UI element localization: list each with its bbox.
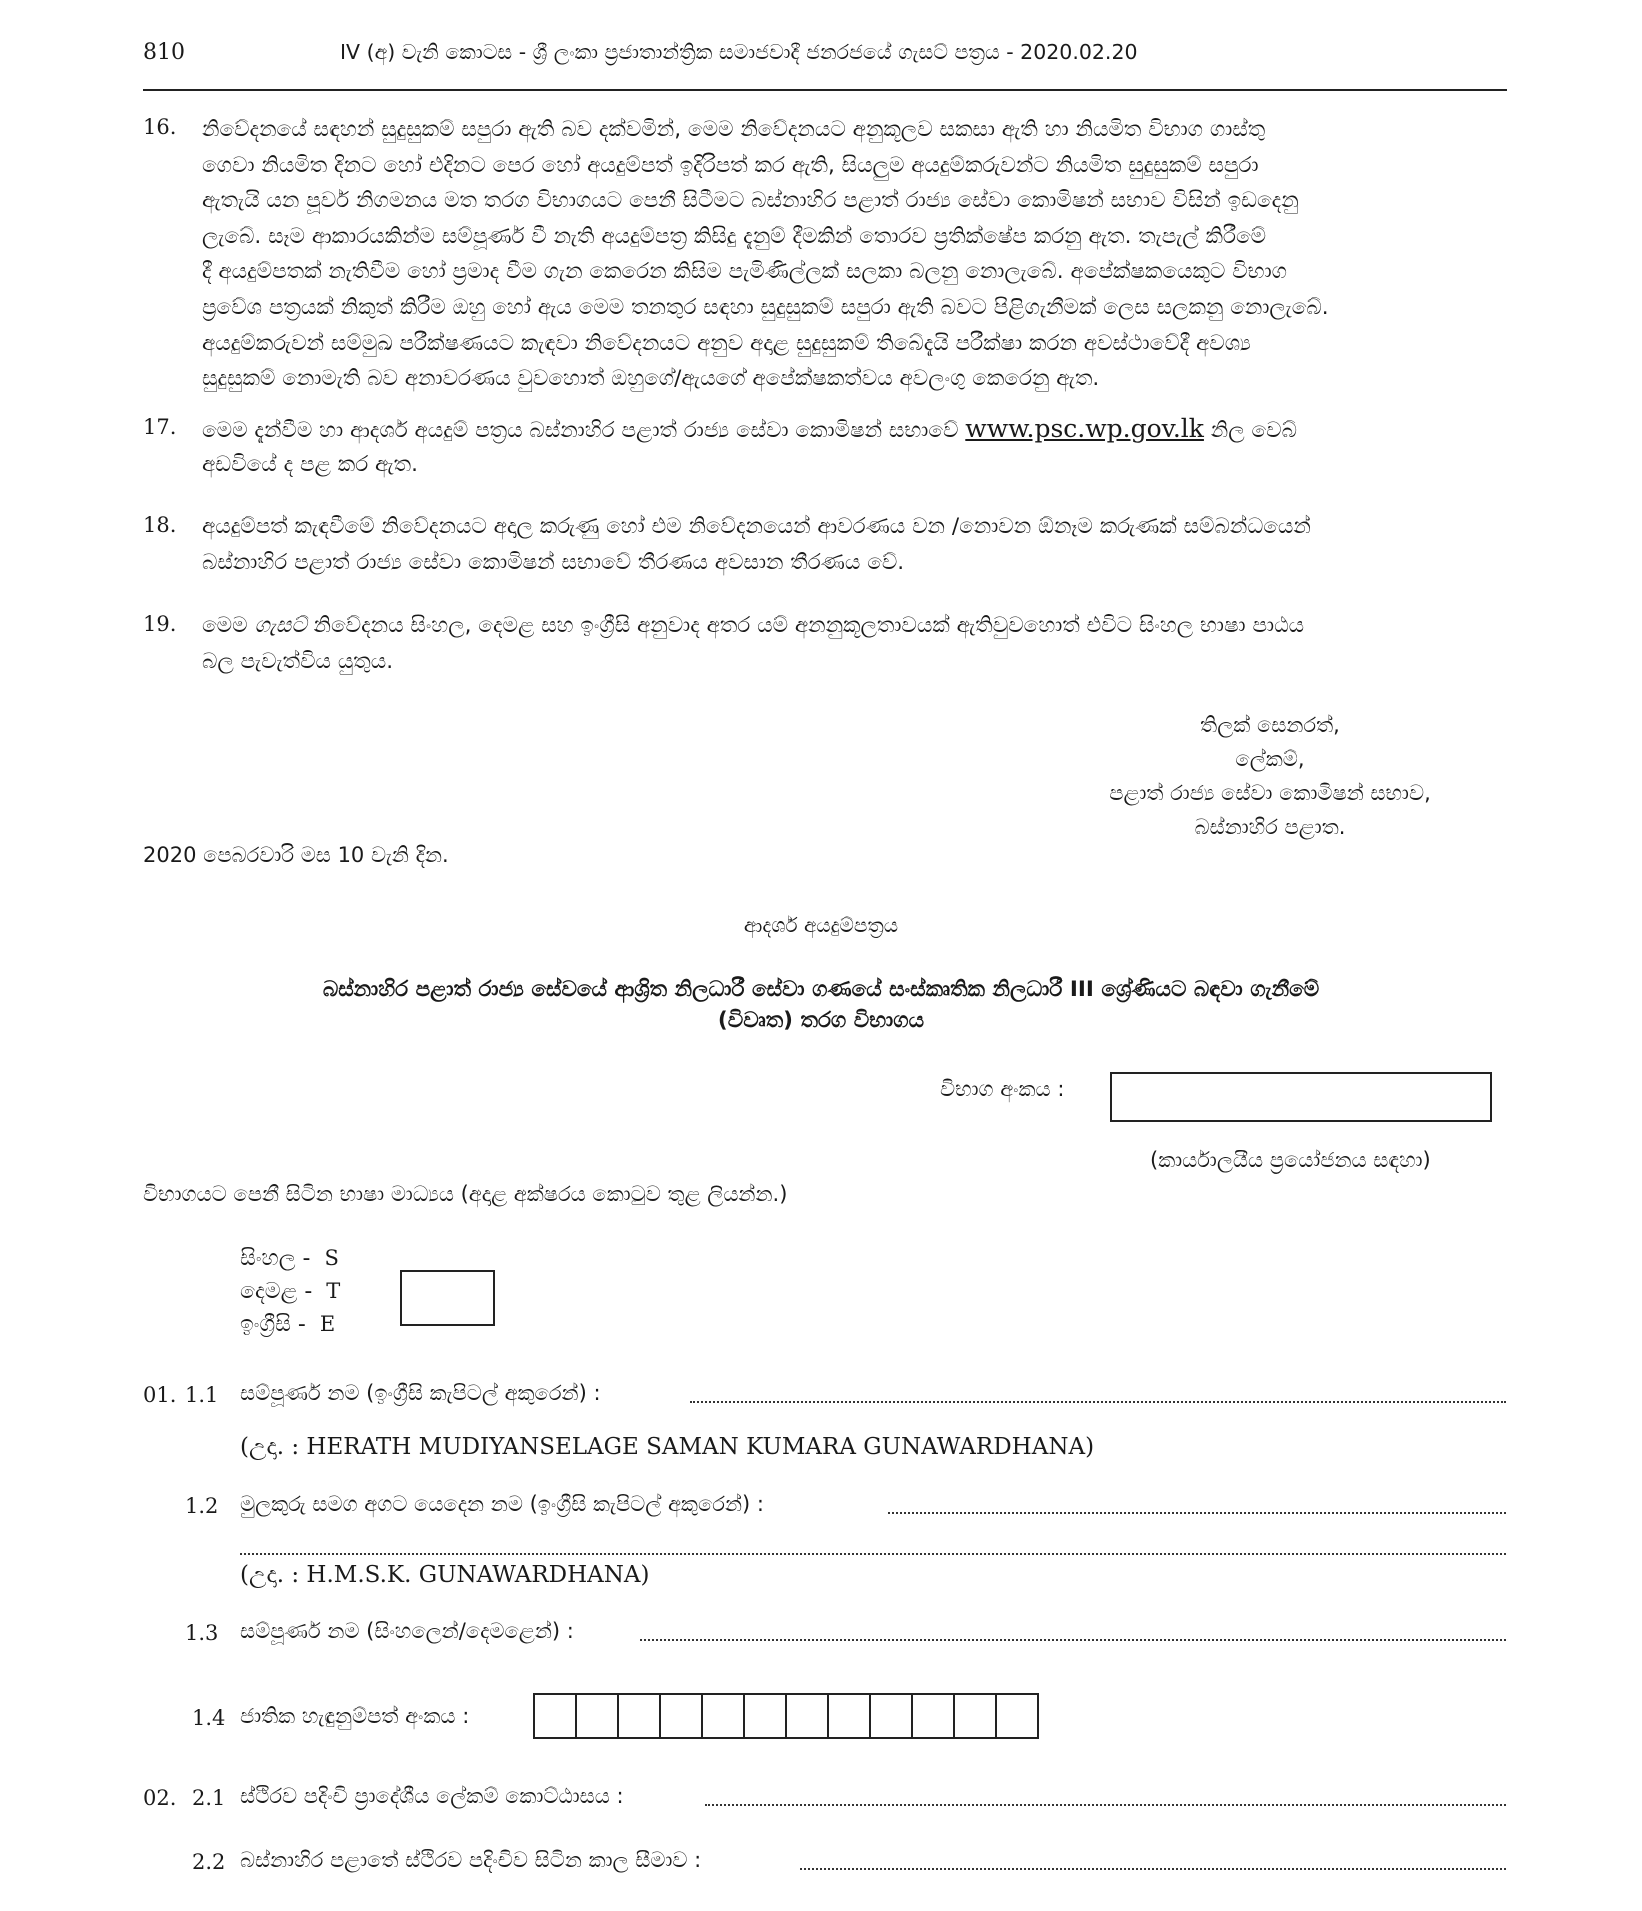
psc-website-link[interactable]: www.psc.wp.gov.lk bbox=[965, 414, 1204, 443]
residence-period-field[interactable] bbox=[800, 1868, 1506, 1870]
medium-instruction: විභාගයට පෙනී සිටින භාෂා මාධ්‍යය (අදාළ අක්ෂරය කොටුව තුළ ලියන්න.) bbox=[143, 1182, 788, 1206]
signatory-province: බස්නාහිර පළාත. bbox=[1194, 815, 1346, 839]
nic-digit-box[interactable] bbox=[997, 1695, 1037, 1737]
date-line: 2020 පෙබරවාරි මස 10 වැනි දින. bbox=[143, 843, 449, 867]
divisional-secretariat-field[interactable] bbox=[705, 1804, 1506, 1806]
nic-number-boxes[interactable] bbox=[533, 1693, 1039, 1739]
signatory-name: තිලක් සෙනරත්, bbox=[1200, 713, 1340, 737]
language-code: E bbox=[319, 1312, 336, 1336]
paragraph-text: නිවේදනය සිංහල, දෙමළ සහ ඉංග්‍රීසි අනුවාද අතර යම් අනනුකූලතාවයක් ඇතිවුවහොත් එවිට සිංහල භාෂා පාඨය bbox=[306, 613, 1305, 638]
paragraph-16 bbox=[202, 112, 1508, 397]
gazette-word: ගැසට් bbox=[254, 613, 307, 638]
signature-block bbox=[1060, 708, 1480, 844]
form-heading: ආදර්ශ අයදුම්පත්‍රය bbox=[743, 913, 899, 937]
full-name-sinhala-field[interactable] bbox=[640, 1639, 1506, 1641]
medium-box[interactable] bbox=[400, 1270, 495, 1326]
running-title: IV (අ) වැනි කොටස - ශ්‍රී ලංකා ප්‍රජාතාන්ත්‍රික සමාජවාදී ජනරජයේ ගැසට් පත්‍රය - 2020.02.20 bbox=[340, 40, 1138, 64]
name-with-initials-example: (උදා. : H.M.S.K. GUNAWARDHANA) bbox=[240, 1562, 650, 1588]
nic-digit-box[interactable] bbox=[619, 1695, 661, 1737]
paragraph-text: නිල වෙබ් bbox=[1210, 418, 1297, 443]
full-name-sinhala-label: සම්පූර්ණ නම (සිංහලෙන්/දෙමළෙන්) : bbox=[240, 1619, 574, 1643]
paragraph-text: මෙම bbox=[202, 613, 255, 638]
language-code: S bbox=[324, 1246, 339, 1270]
form-title-line2: (විවෘත) තරග විභාගය bbox=[717, 1008, 925, 1033]
question-number: 2.2 bbox=[192, 1850, 226, 1874]
signatory-title: ලේකම්, bbox=[1235, 747, 1305, 771]
paragraph-number: 16. bbox=[143, 115, 177, 139]
question-number: 1.3 bbox=[185, 1621, 219, 1645]
nic-digit-box[interactable] bbox=[703, 1695, 745, 1737]
name-with-initials-field-line2[interactable] bbox=[240, 1553, 1506, 1555]
language-code: T bbox=[326, 1279, 341, 1303]
paragraph-line: නිවේදනයේ සඳහන් සුදුසුකම් සපුරා ඇති බව දක්වමින්, මෙම නිවේදනයට අනුකූලව සකසා ඇති හා නියමිත විභාග ගාස්තු bbox=[202, 117, 1266, 142]
section-number: 02. bbox=[143, 1786, 177, 1810]
paragraph-number: 19. bbox=[143, 612, 177, 636]
name-with-initials-label: මුලකුරු සමග අගට යෙදෙන නම (ඉංග්‍රීසි කැපිටල් අකුරෙන්) : bbox=[240, 1492, 764, 1516]
office-use-note: (කාර්යාලයීය ප්‍රයෝජනය සඳහා) bbox=[1150, 1148, 1431, 1172]
question-number: 2.1 bbox=[192, 1786, 226, 1810]
nic-digit-box[interactable] bbox=[787, 1695, 829, 1737]
language-name: ඉංග්‍රීසි - bbox=[240, 1312, 306, 1337]
question-number: 1.2 bbox=[185, 1494, 219, 1518]
paragraph-line: අයදුම්පත් කැඳවීමේ නිවේදනයට අදාල කරුණු හෝ එම නිවේදනයෙන් ආවරණය වන /නොවන ඕනෑම කරුණක් සම්බන්ධයෙන් bbox=[202, 514, 1311, 539]
language-name: සිංහල - bbox=[240, 1246, 311, 1271]
nic-digit-box[interactable] bbox=[871, 1695, 913, 1737]
form-title-line1: බස්නාහිර පළාත් රාජ්‍ය සේවයේ ආශ්‍රිත නිලධාරී සේවා ගණයේ සංස්කෘතික නිලධාරී III ශ්‍රේණියට බඳවා ගැනීමේ bbox=[322, 977, 1320, 1002]
full-name-english-label: සම්පූර්ණ නම (ඉංග්‍රීසි කැපිටල් අකුරෙන්) : bbox=[240, 1381, 601, 1405]
paragraph-line: බස්නාහිර පළාත් රාජ්‍ය සේවා කොමිෂන් සභාවේ තීරණය අවසාන තීරණය වේ. bbox=[202, 549, 905, 575]
question-number: 1.4 bbox=[192, 1706, 226, 1730]
paragraph-18 bbox=[202, 509, 1508, 580]
paragraph-line: ගෙවා නියමිත දිනට හෝ එදිනට පෙර හෝ අයදුම්පත් ඉදිරිපත් කර ඇති, සියලුම අයදුම්කරුවන්ට නියමිත සුදුසුකම් සපුරා bbox=[202, 152, 1259, 178]
paragraph-number: 17. bbox=[143, 415, 177, 439]
paragraph-text: මෙම දැන්වීම හා ආදර්ශ අයදුම් පත්‍රය බස්නාහිර පළාත් රාජ්‍ය සේවා කොමිෂන් සභාවේ bbox=[202, 418, 959, 443]
residence-period-label: බස්නාහිර පළාතේ ස්ථිරව පදිංචිව සිටින කාල සීමාව : bbox=[240, 1848, 702, 1872]
nic-digit-box[interactable] bbox=[955, 1695, 997, 1737]
paragraph-line: අයදුම්කරුවන් සම්මුඛ පරීක්ෂණයට කැඳවා නිවේදනයට අනුව අදාළ සුදුසුකම් තිබේදැයි පරීක්ෂා කරන අවස්ථාවේදී අවශ්‍ය bbox=[202, 330, 1251, 356]
language-name: දෙමළ - bbox=[240, 1279, 313, 1304]
nic-digit-box[interactable] bbox=[661, 1695, 703, 1737]
signatory-org: පළාත් රාජ්‍ය සේවා කොමිෂන් සභාව, bbox=[1109, 781, 1431, 805]
name-with-initials-field[interactable] bbox=[888, 1512, 1506, 1514]
full-name-example: (උදා. : HERATH MUDIYANSELAGE SAMAN KUMARA GUNAWARDHANA) bbox=[240, 1434, 1095, 1460]
question-number: 1.1 bbox=[185, 1383, 219, 1407]
paragraph-line: බල පැවැත්විය යුතුය. bbox=[202, 648, 394, 674]
paragraph-line: ඇතැයි යන පූර්ව නිගමනය මත තරග විභාගයට පෙනී සිටීමට බස්නාහිර පළාත් රාජ්‍ය සේවා කොමිෂන් සභාව විසින් ඉඩදෙනු bbox=[202, 188, 1299, 214]
paragraph-number: 18. bbox=[143, 513, 177, 537]
paragraph-19 bbox=[202, 608, 1508, 679]
nic-digit-box[interactable] bbox=[535, 1695, 577, 1737]
exam-number-label: විභාග අංකය : bbox=[940, 1077, 1065, 1101]
nic-digit-box[interactable] bbox=[745, 1695, 787, 1737]
paragraph-17 bbox=[202, 411, 1508, 482]
nic-label: ජාතික හැඳුනුම්පත් අංකය : bbox=[240, 1704, 470, 1728]
language-list bbox=[240, 1242, 340, 1341]
paragraph-line: ප්‍රවේශ පත්‍රයක් නිකුත් කිරීම ඔහු හෝ ඇය මෙම තනතුර සඳහා සුදුසුකම් සපුරා ඇති බවට පිළිගැනීමක් ලෙස සලකනු නොලැබේ. bbox=[202, 294, 1329, 320]
nic-digit-box[interactable] bbox=[913, 1695, 955, 1737]
header-rule bbox=[143, 89, 1507, 91]
exam-number-box[interactable] bbox=[1110, 1072, 1492, 1122]
paragraph-line: අඩවියේ ද පළ කර ඇත. bbox=[202, 451, 418, 477]
divisional-secretariat-label: ස්ථිරව පදිංචි ප්‍රාදේශීය ලේකම් කොට්ඨාසය : bbox=[240, 1784, 624, 1808]
page-number: 810 bbox=[143, 40, 185, 65]
full-name-english-field[interactable] bbox=[690, 1401, 1506, 1403]
paragraph-line: ලැබේ. සෑම ආකාරයකින්ම සම්පූර්ණ වී නැති අයදුම්පත්‍ර කිසිදු දැනුම් දීමකින් තොරව ප්‍රතික්ෂේප කරනු ඇත. තැපැල් කිරීමේ bbox=[202, 223, 1267, 249]
paragraph-line: දී අයදුම්පතක් නැතිවීම හෝ ප්‍රමාද වීම ගැන කෙරෙන කිසිම පැමිණිල්ලක් සලකා බලනු නොලැබේ. අපේක්ෂකයෙකුට විභාග bbox=[202, 259, 1288, 285]
nic-digit-box[interactable] bbox=[829, 1695, 871, 1737]
paragraph-line: සුදුසුකම් නොමැති බව අනාවරණය වුවහොත් ඔහුගේ/ඇයගේ අපේක්ෂකත්වය අවලංගු කෙරෙනු ඇත. bbox=[202, 366, 1100, 392]
section-number: 01. bbox=[143, 1383, 177, 1407]
nic-digit-box[interactable] bbox=[577, 1695, 619, 1737]
